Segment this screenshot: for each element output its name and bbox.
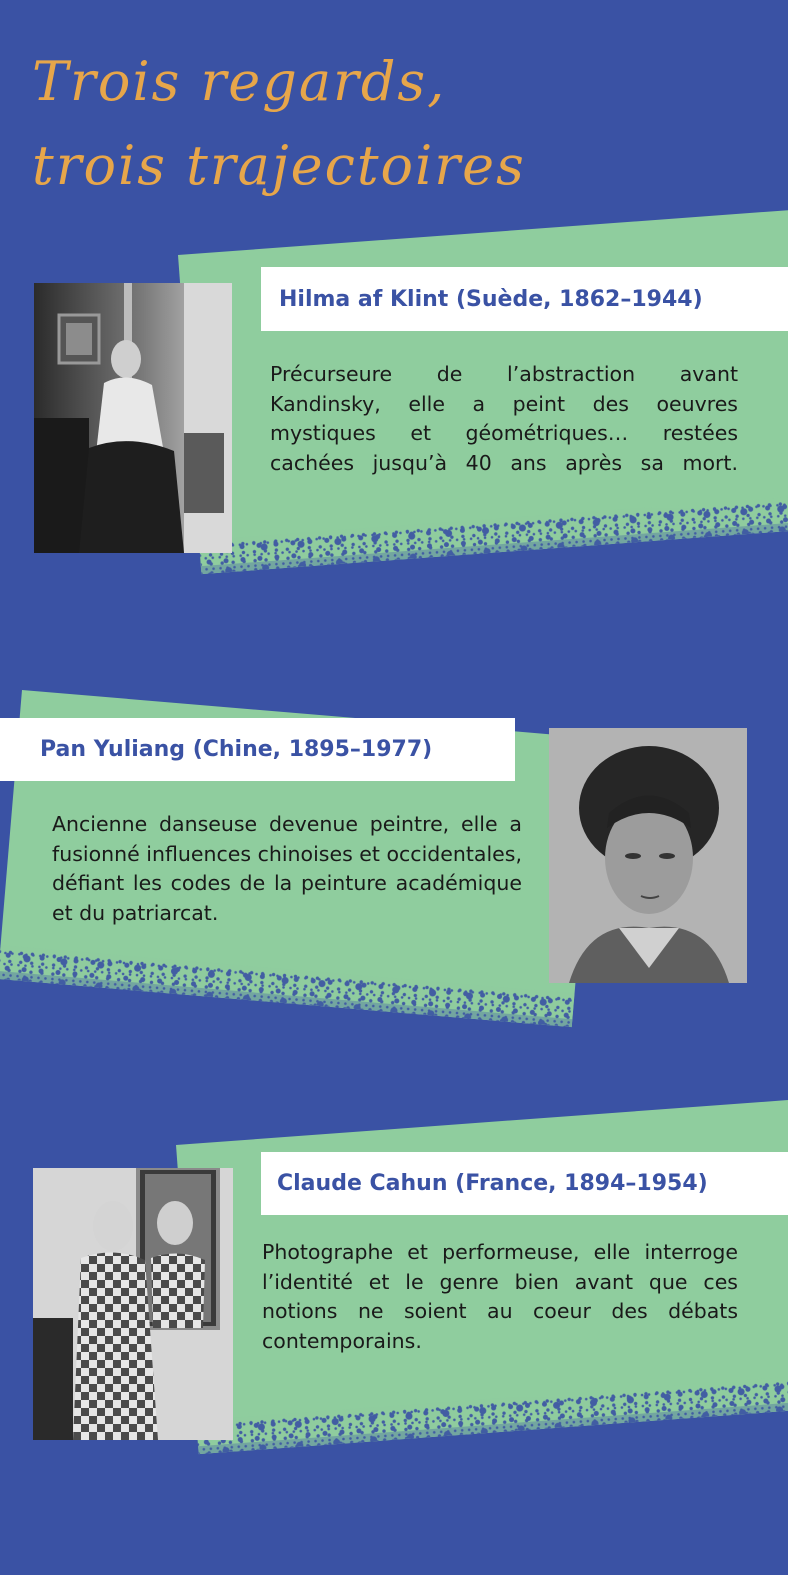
artist-photo (34, 283, 232, 553)
artist-name: Claude Cahun (France, 1894–1954) (277, 1171, 708, 1196)
page-title (32, 40, 526, 208)
artist-name: Hilma af Klint (Suède, 1862–1944) (279, 286, 703, 312)
photo-image (549, 728, 747, 983)
speckle-border (0, 945, 575, 1027)
artist-photo (33, 1168, 233, 1440)
artist-name-box (261, 1152, 788, 1215)
artist-photo (549, 728, 747, 983)
artist-name: Pan Yuliang (Chine, 1895–1977) (40, 737, 433, 762)
artist-bio: Photographe et performeuse, elle interroge l’identité et le genre bien avant que ces notions ne soient au coeur des débats contemporains. (262, 1240, 738, 1353)
photo-image (34, 283, 232, 553)
speckle-border (196, 1372, 788, 1454)
artist-name-box (0, 718, 515, 781)
artist-name-box (261, 267, 788, 331)
artist-bio: Précurseure de l’abstraction avant Kandinsky, elle a peint des oeuvres mystiques et géométriques… restées cachées jusqu’à 40 ans après sa mort. (270, 362, 738, 475)
artist-bio: Ancienne danseuse devenue peintre, elle a fusionné influences chinoises et occidentales, défiant les codes de la peinture académique et du patriarcat. (52, 812, 522, 925)
title-line-2: trois trajectoires (32, 134, 526, 197)
speckle-border (199, 492, 788, 574)
title-line-1: Trois regards, (32, 50, 447, 113)
photo-image (33, 1168, 233, 1440)
